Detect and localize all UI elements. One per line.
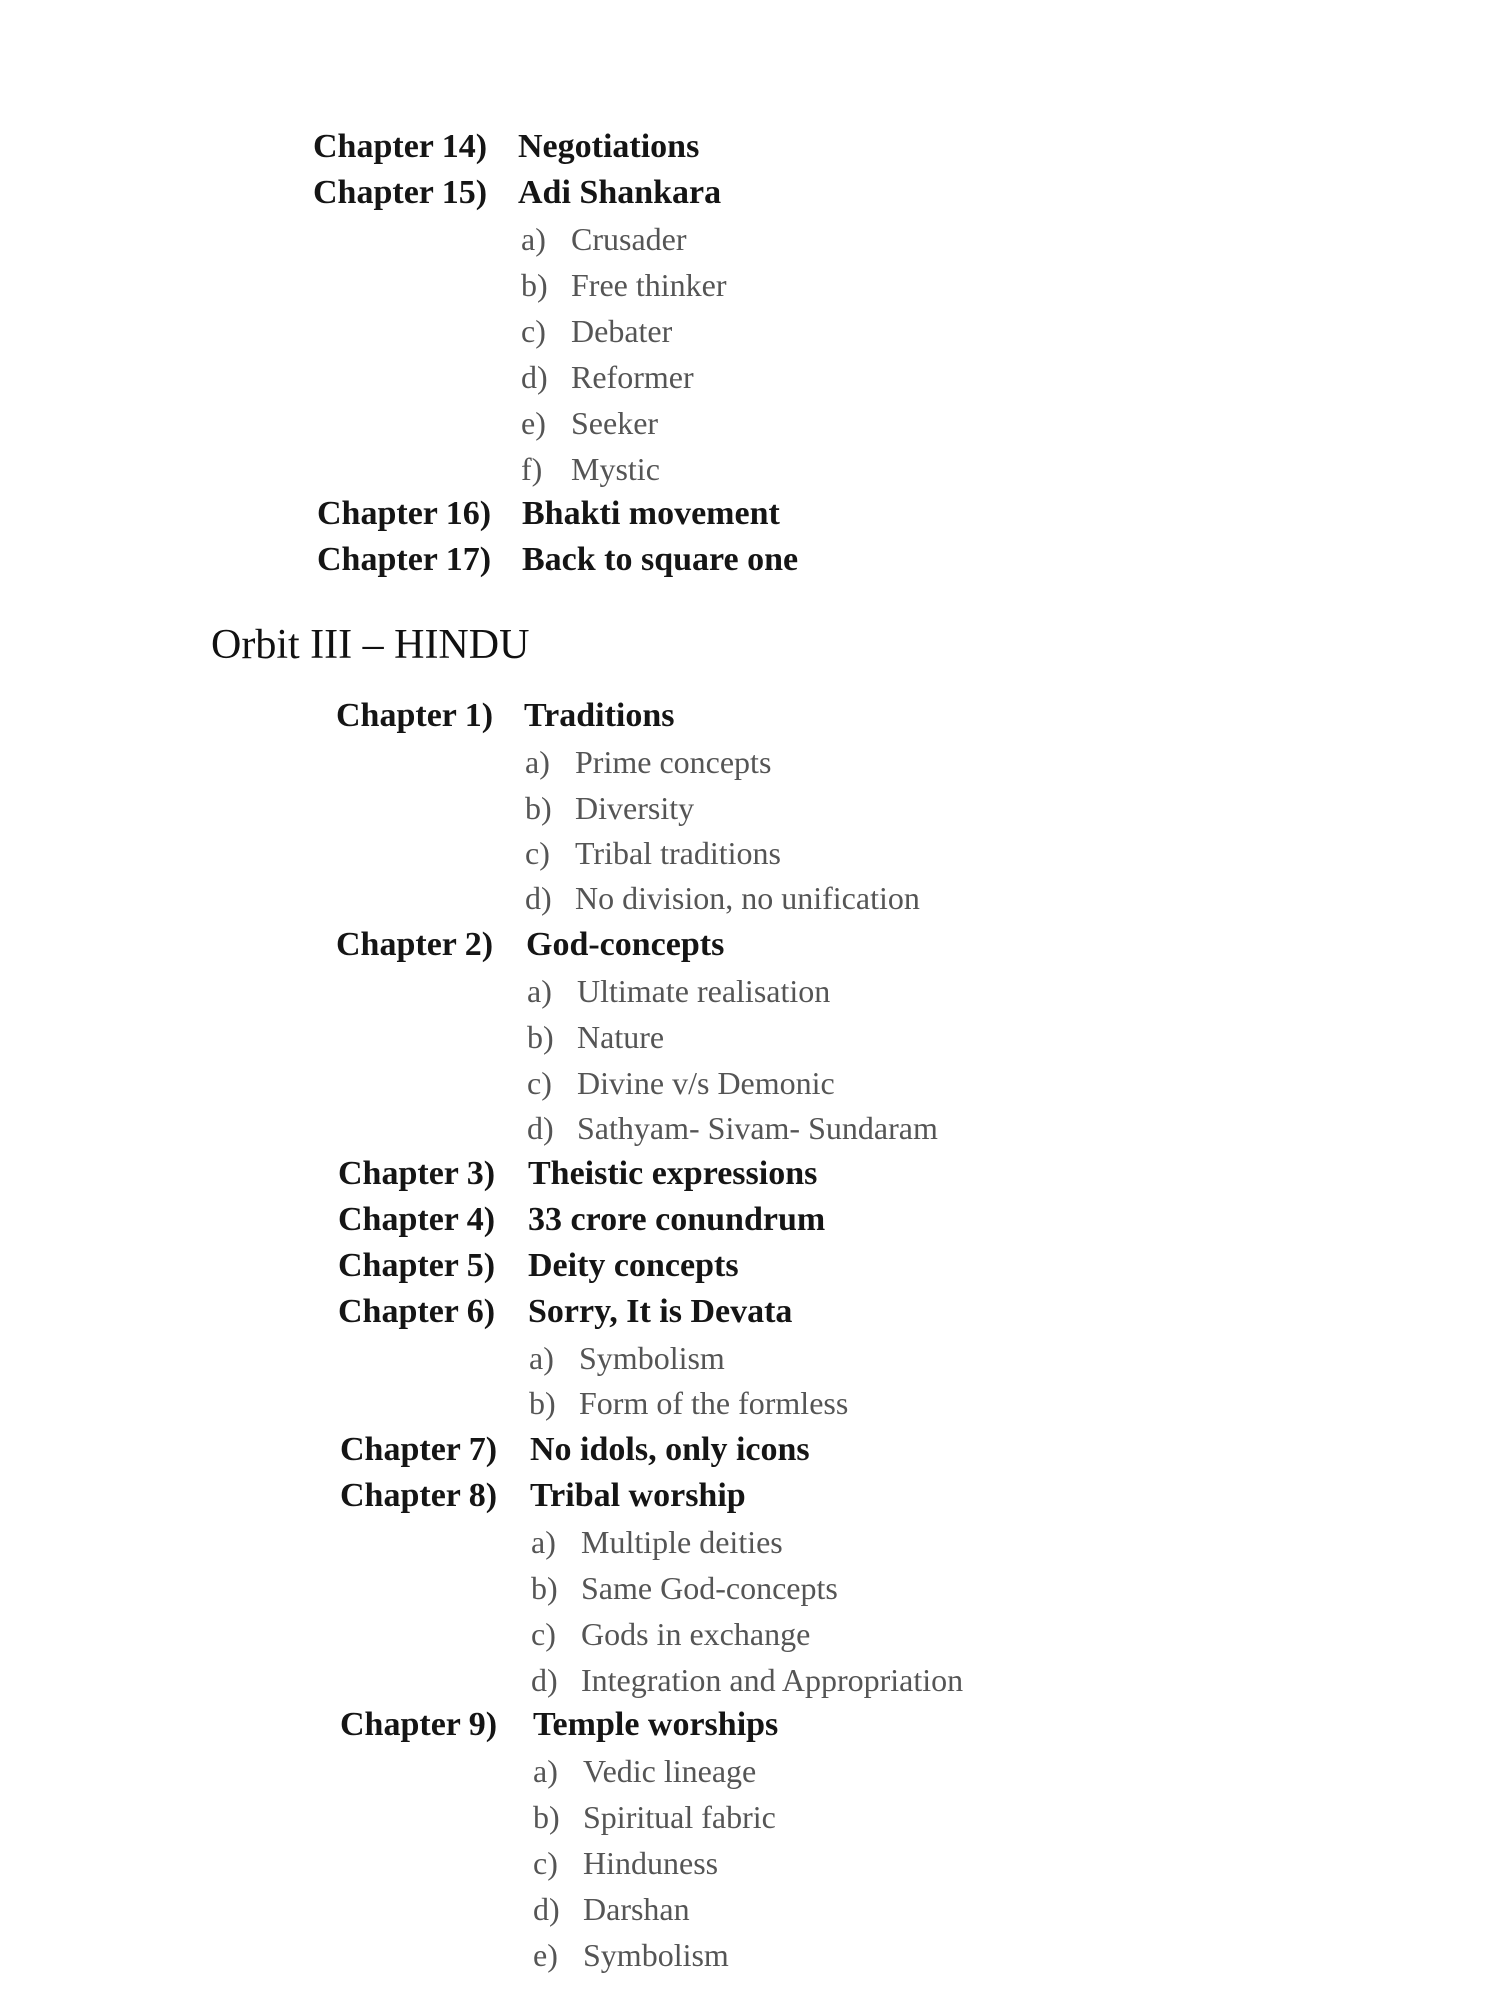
sub-item-letter: c) — [521, 313, 546, 349]
chapter-title: Temple worships — [533, 1706, 779, 1743]
sub-item-text: Nature — [577, 1019, 665, 1055]
chapter-label: Chapter 4) — [338, 1201, 496, 1238]
chapter-title: Tribal worship — [530, 1477, 746, 1514]
sub-item-letter: a) — [525, 744, 550, 780]
chapter-title: Traditions — [524, 697, 675, 734]
sub-item-text: Diversity — [575, 790, 695, 826]
sub-item-letter: c) — [525, 835, 550, 871]
sub-item-letter: b) — [533, 1799, 560, 1835]
sub-item-text: Darshan — [583, 1891, 690, 1927]
sub-item-letter: a) — [529, 1340, 554, 1376]
sub-item-letter: a) — [531, 1524, 556, 1560]
sub-item-text: Seeker — [571, 405, 659, 441]
sub-item-text: Mystic — [571, 451, 660, 487]
sub-item-text: No division, no unification — [575, 880, 920, 916]
chapter-title: Negotiations — [518, 128, 700, 165]
sub-item-letter: d) — [527, 1110, 554, 1146]
chapter-title: Bhakti movement — [522, 495, 780, 532]
sub-item-text: Ultimate realisation — [577, 973, 831, 1009]
chapter-title: No idols, only icons — [530, 1431, 810, 1468]
chapter-title: Adi Shankara — [518, 174, 722, 211]
orbit-heading: Orbit III – HINDU — [211, 622, 530, 668]
chapter-label: Chapter 2) — [336, 926, 494, 963]
sub-item-text: Form of the formless — [579, 1385, 849, 1421]
sub-item-letter: b) — [521, 267, 548, 303]
chapter-label: Chapter 6) — [338, 1293, 496, 1330]
chapter-label: Chapter 8) — [340, 1477, 498, 1514]
sub-item-letter: e) — [533, 1937, 558, 1973]
sub-item-text: Symbolism — [579, 1340, 725, 1376]
sub-item-text: Reformer — [571, 359, 694, 395]
chapter-title: Theistic expressions — [528, 1155, 818, 1192]
sub-item-letter: b) — [525, 790, 552, 826]
sub-item-letter: c) — [533, 1845, 558, 1881]
sub-item-letter: d) — [521, 359, 548, 395]
sub-item-text: Prime concepts — [575, 744, 772, 780]
chapter-title: Back to square one — [522, 541, 799, 578]
sub-item-text: Vedic lineage — [583, 1753, 757, 1789]
sub-item-letter: b) — [529, 1385, 556, 1421]
sub-item-text: Tribal traditions — [575, 835, 781, 871]
sub-item-text: Integration and Appropriation — [581, 1662, 964, 1698]
sub-item-letter: c) — [531, 1616, 556, 1652]
sub-item-text: Spiritual fabric — [583, 1799, 776, 1835]
chapter-title: God-concepts — [526, 926, 725, 963]
chapter-label: Chapter 16) — [317, 495, 492, 532]
sub-item-text: Hinduness — [583, 1845, 719, 1881]
chapter-label: Chapter 3) — [338, 1155, 496, 1192]
sub-item-text: Same God-concepts — [581, 1570, 838, 1606]
chapter-title: Sorry, It is Devata — [528, 1293, 793, 1330]
chapter-title: 33 crore conundrum — [528, 1201, 826, 1238]
sub-item-letter: c) — [527, 1065, 552, 1101]
sub-item-letter: a) — [533, 1753, 558, 1789]
sub-item-letter: f) — [521, 451, 543, 487]
chapter-label: Chapter 9) — [340, 1706, 498, 1743]
sub-item-text: Debater — [571, 313, 673, 349]
sub-item-letter: d) — [533, 1891, 560, 1927]
sub-item-text: Gods in exchange — [581, 1616, 811, 1652]
sub-item-letter: b) — [527, 1019, 554, 1055]
sub-item-letter: b) — [531, 1570, 558, 1606]
sub-item-letter: d) — [525, 880, 552, 916]
sub-item-letter: a) — [521, 221, 546, 257]
chapter-label: Chapter 17) — [317, 541, 492, 578]
sub-item-text: Divine v/s Demonic — [577, 1065, 835, 1101]
chapter-label: Chapter 5) — [338, 1247, 496, 1284]
sub-item-letter: a) — [527, 973, 552, 1009]
chapter-label: Chapter 1) — [336, 697, 494, 734]
sub-item-text: Symbolism — [583, 1937, 729, 1973]
sub-item-text: Sathyam- Sivam- Sundaram — [577, 1110, 938, 1146]
sub-item-text: Crusader — [571, 221, 687, 257]
chapter-label: Chapter 7) — [340, 1431, 498, 1468]
chapter-label: Chapter 14) — [313, 128, 488, 165]
sub-item-letter: d) — [531, 1662, 558, 1698]
chapter-title: Deity concepts — [528, 1247, 739, 1284]
sub-item-text: Free thinker — [571, 267, 727, 303]
sub-item-text: Multiple deities — [581, 1524, 783, 1560]
sub-item-letter: e) — [521, 405, 546, 441]
chapter-label: Chapter 15) — [313, 174, 488, 211]
